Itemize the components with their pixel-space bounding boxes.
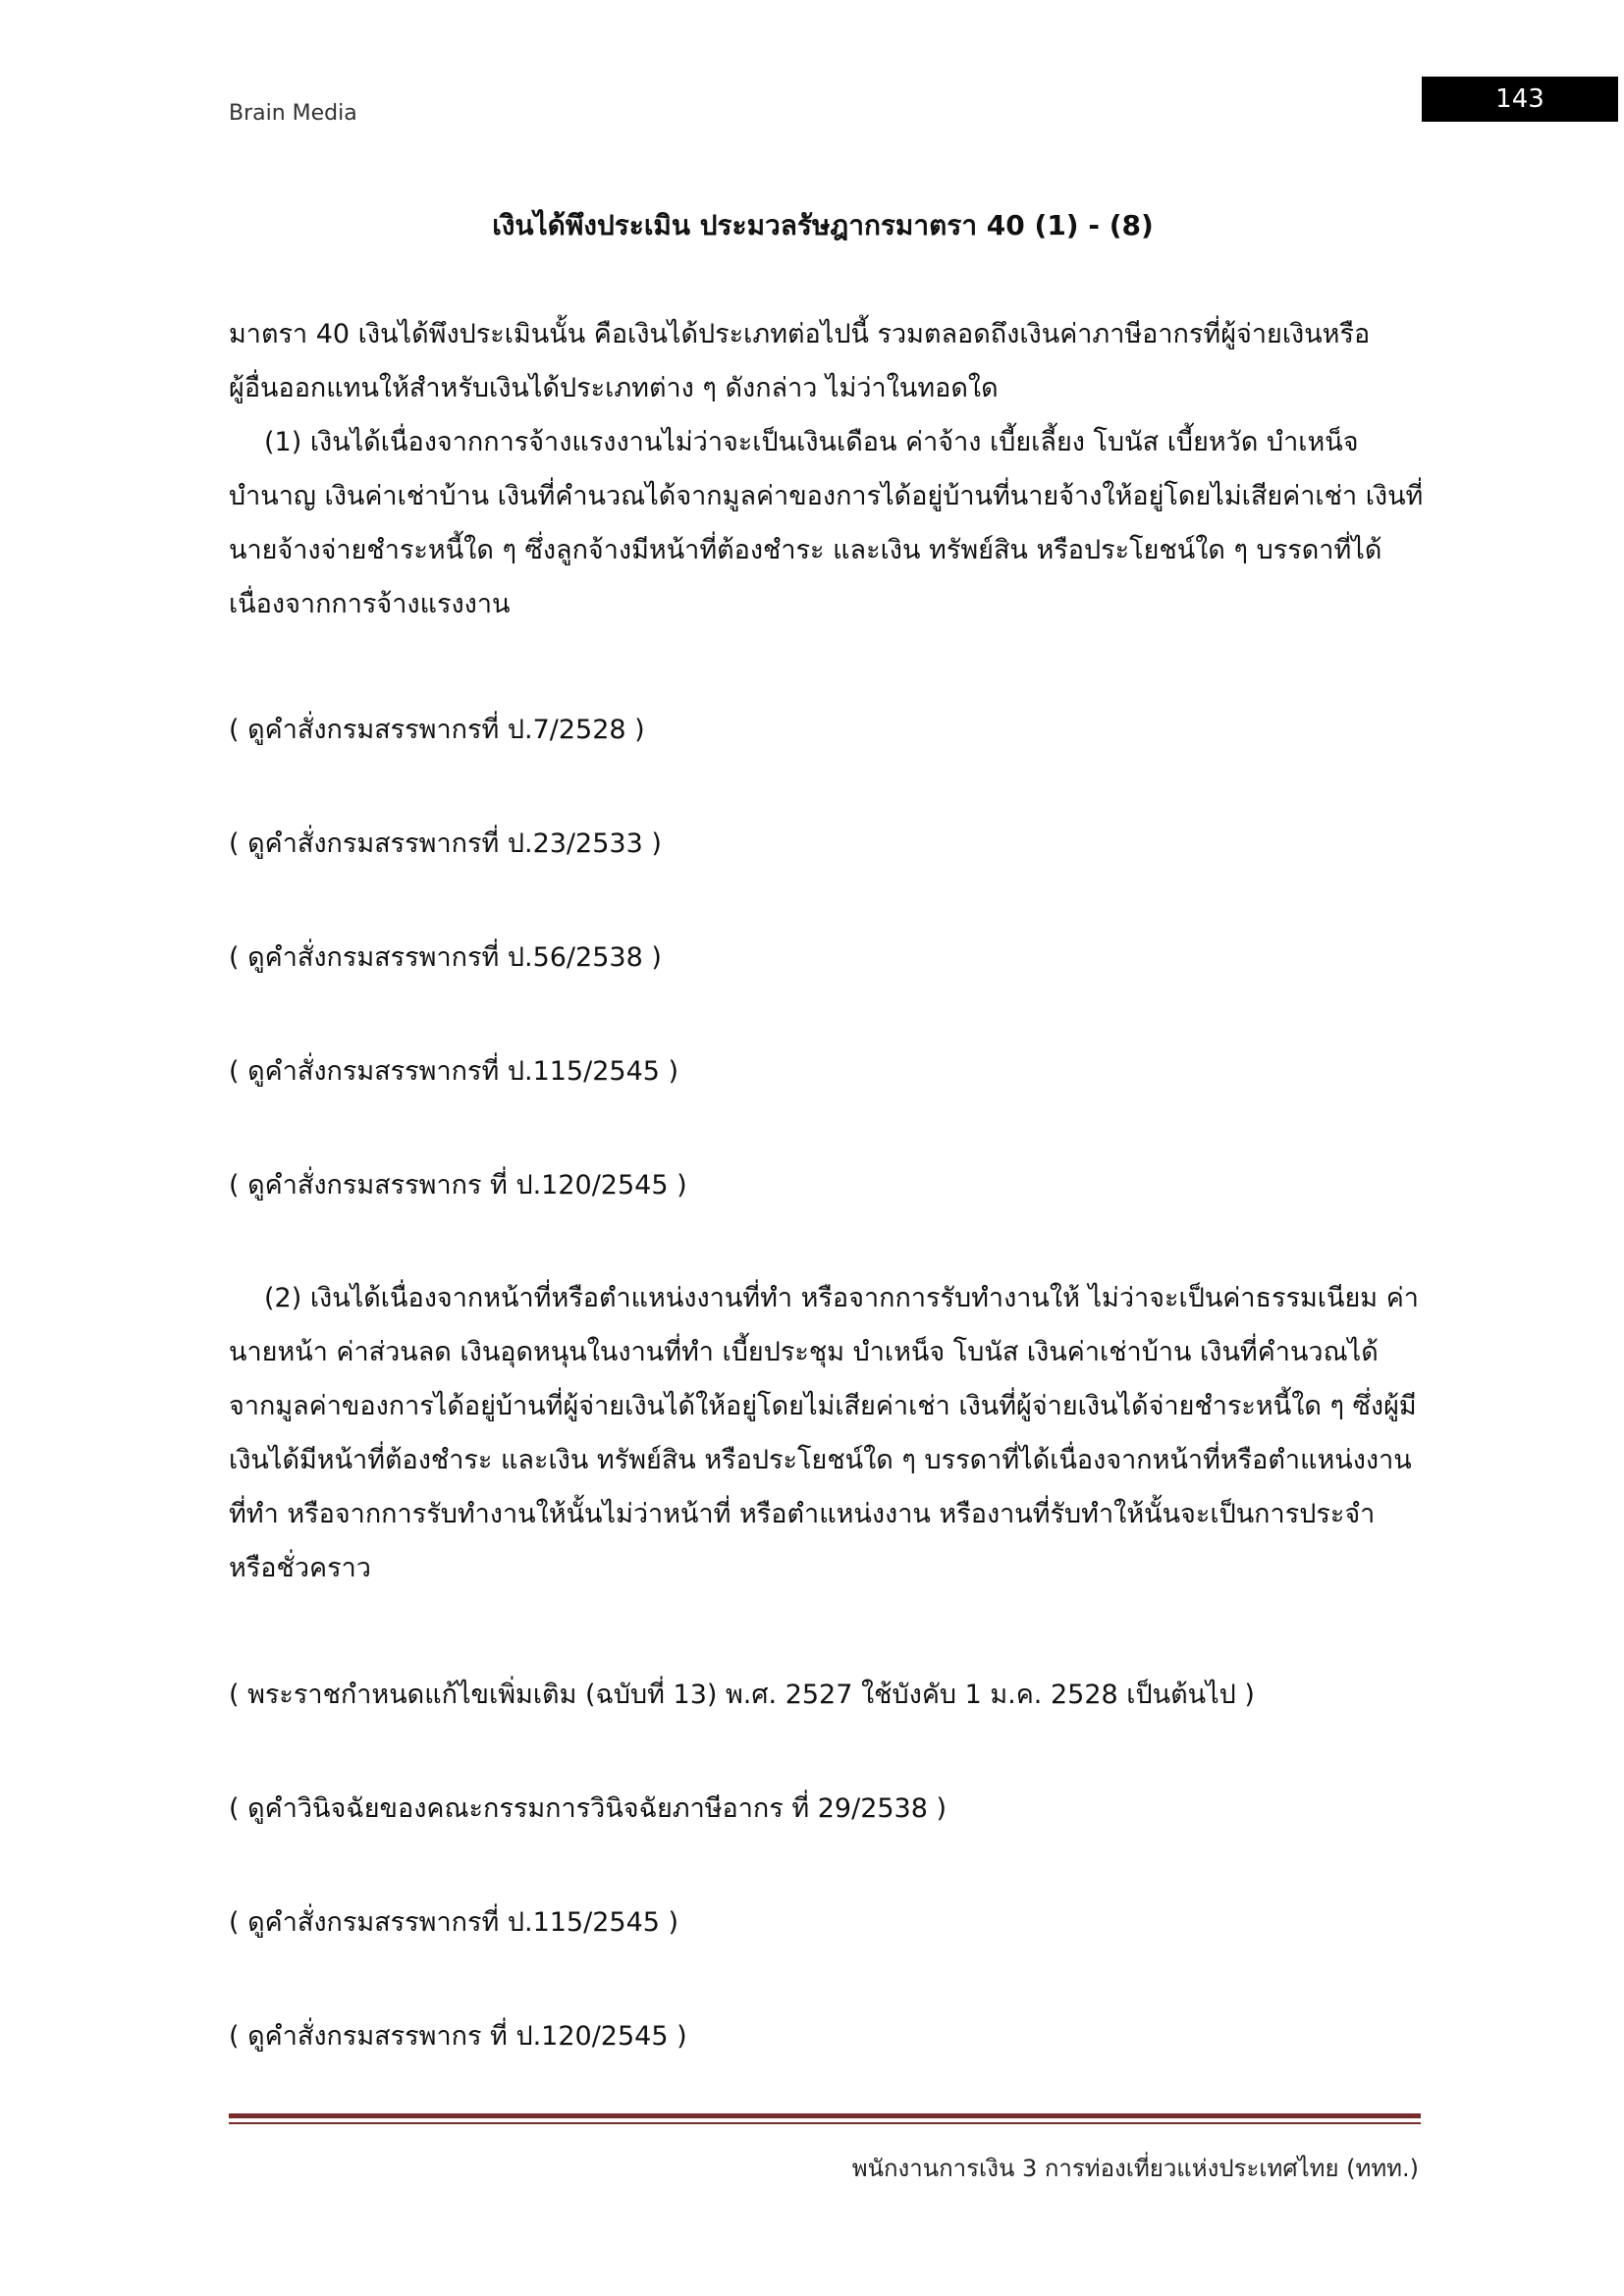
section-2-line: นายหน้า ค่าส่วนลด เงินอุดหนุนในงานที่ทำ เบี้ยประชุม บำเหน็จ โบนัส เงินค่าเช่าบ้าน เงินที่คำนวณได้ (229, 1337, 1379, 1367)
page-number: 143 (1422, 77, 1618, 122)
section-2-line: จากมูลค่าของการได้อยู่บ้านที่ผู้จ่ายเงินได้ให้อยู่โดยไม่เสียค่าเช่า เงินที่ผู้จ่ายเงินได้จ่ายชำระหนี้ใด ๆ ซึ่งผู้มี (229, 1391, 1417, 1421)
reference-line: ( พระราชกำหนดแก้ไขเพิ่มเติม (ฉบับที่ 13) พ.ศ. 2527 ใช้บังคับ 1 ม.ค. 2528 เป็นต้นไป ) (229, 1680, 1255, 1710)
section-1-paragraph (229, 415, 1429, 631)
section-1-line: นายจ้างจ่ายชำระหนี้ใด ๆ ซึ่งลูกจ้างมีหน้าที่ต้องชำระ และเงิน ทรัพย์สิน หรือประโยชน์ใด ๆ บรรดาที่ได้ (229, 535, 1382, 565)
footer-divider (229, 2113, 1421, 2118)
reference-line: ( ดูคำสั่งกรมสรรพากรที่ ป.115/2545 ) (229, 1056, 679, 1087)
section-2-paragraph (229, 1271, 1429, 1595)
reference-line: ( ดูคำวินิจฉัยของคณะกรรมการวินิจฉัยภาษีอากร ที่ 29/2538 ) (229, 1793, 947, 1824)
section-2-line: เงินได้มีหน้าที่ต้องชำระ และเงิน ทรัพย์สิน หรือประโยชน์ใด ๆ บรรดาที่ได้เนื่องจากหน้าที่หรือตำแหน่งงาน (229, 1445, 1412, 1475)
footer-text: พนักงานการเงิน 3 การท่องเที่ยวแห่งประเทศไทย (ททท.) (851, 2155, 1419, 2182)
reference-line: ( ดูคำสั่งกรมสรรพากรที่ ป.7/2528 ) (229, 715, 645, 745)
intro-line: ผู้อื่นออกแทนให้สำหรับเงินได้ประเภทต่าง ๆ ดังกล่าว ไม่ว่าในทอดใด (229, 373, 999, 403)
intro-line: มาตรา 40 เงินได้พึงประเมินนั้น คือเงินได้ประเภทต่อไปนี้ รวมตลอดถึงเงินค่าภาษีอากรที่ผู้จ่ายเงินหรือ (229, 319, 1371, 349)
section-1-line: เนื่องจากการจ้างแรงงาน (229, 589, 511, 619)
footer-divider-thin (229, 2122, 1421, 2124)
reference-line: ( ดูคำสั่งกรมสรรพากรที่ ป.115/2545 ) (229, 1907, 679, 1938)
reference-line: ( ดูคำสั่งกรมสรรพากร ที่ ป.120/2545 ) (229, 1170, 687, 1201)
section-2-line: ที่ทำ หรือจากการรับทำงานให้นั้นไม่ว่าหน้าที่ หรือตำแหน่งงาน หรืองานที่รับทำให้นั้นจะเป็นการประจำ (229, 1499, 1376, 1529)
reference-line: ( ดูคำสั่งกรมสรรพากรที่ ป.56/2538 ) (229, 942, 662, 973)
section-1-line: บำนาญ เงินค่าเช่าบ้าน เงินที่คำนวณได้จากมูลค่าของการได้อยู่บ้านที่นายจ้างให้อยู่โดยไม่เสียค่าเช่า เงินที่ (229, 481, 1424, 511)
reference-line: ( ดูคำสั่งกรมสรรพากรที่ ป.23/2533 ) (229, 828, 662, 859)
section-2-line: หรือชั่วคราว (229, 1553, 371, 1583)
intro-paragraph (229, 307, 1429, 415)
page-title: เงินได้พึงประเมิน ประมวลรัษฎากรมาตรา 40 (1) - (8) (492, 209, 1154, 241)
reference-line: ( ดูคำสั่งกรมสรรพากร ที่ ป.120/2545 ) (229, 2021, 687, 2052)
brand-name: Brain Media (229, 101, 357, 126)
section-1-line: (1) เงินได้เนื่องจากการจ้างแรงงานไม่ว่าจะเป็นเงินเดือน ค่าจ้าง เบี้ยเลี้ยง โบนัส เบี้ยหวัด บำเหน็จ (264, 427, 1359, 457)
section-2-line: (2) เงินได้เนื่องจากหน้าที่หรือตำแหน่งงานที่ทำ หรือจากการรับทำงานให้ ไม่ว่าจะเป็นค่าธรรมเนียม ค่า (264, 1283, 1419, 1313)
